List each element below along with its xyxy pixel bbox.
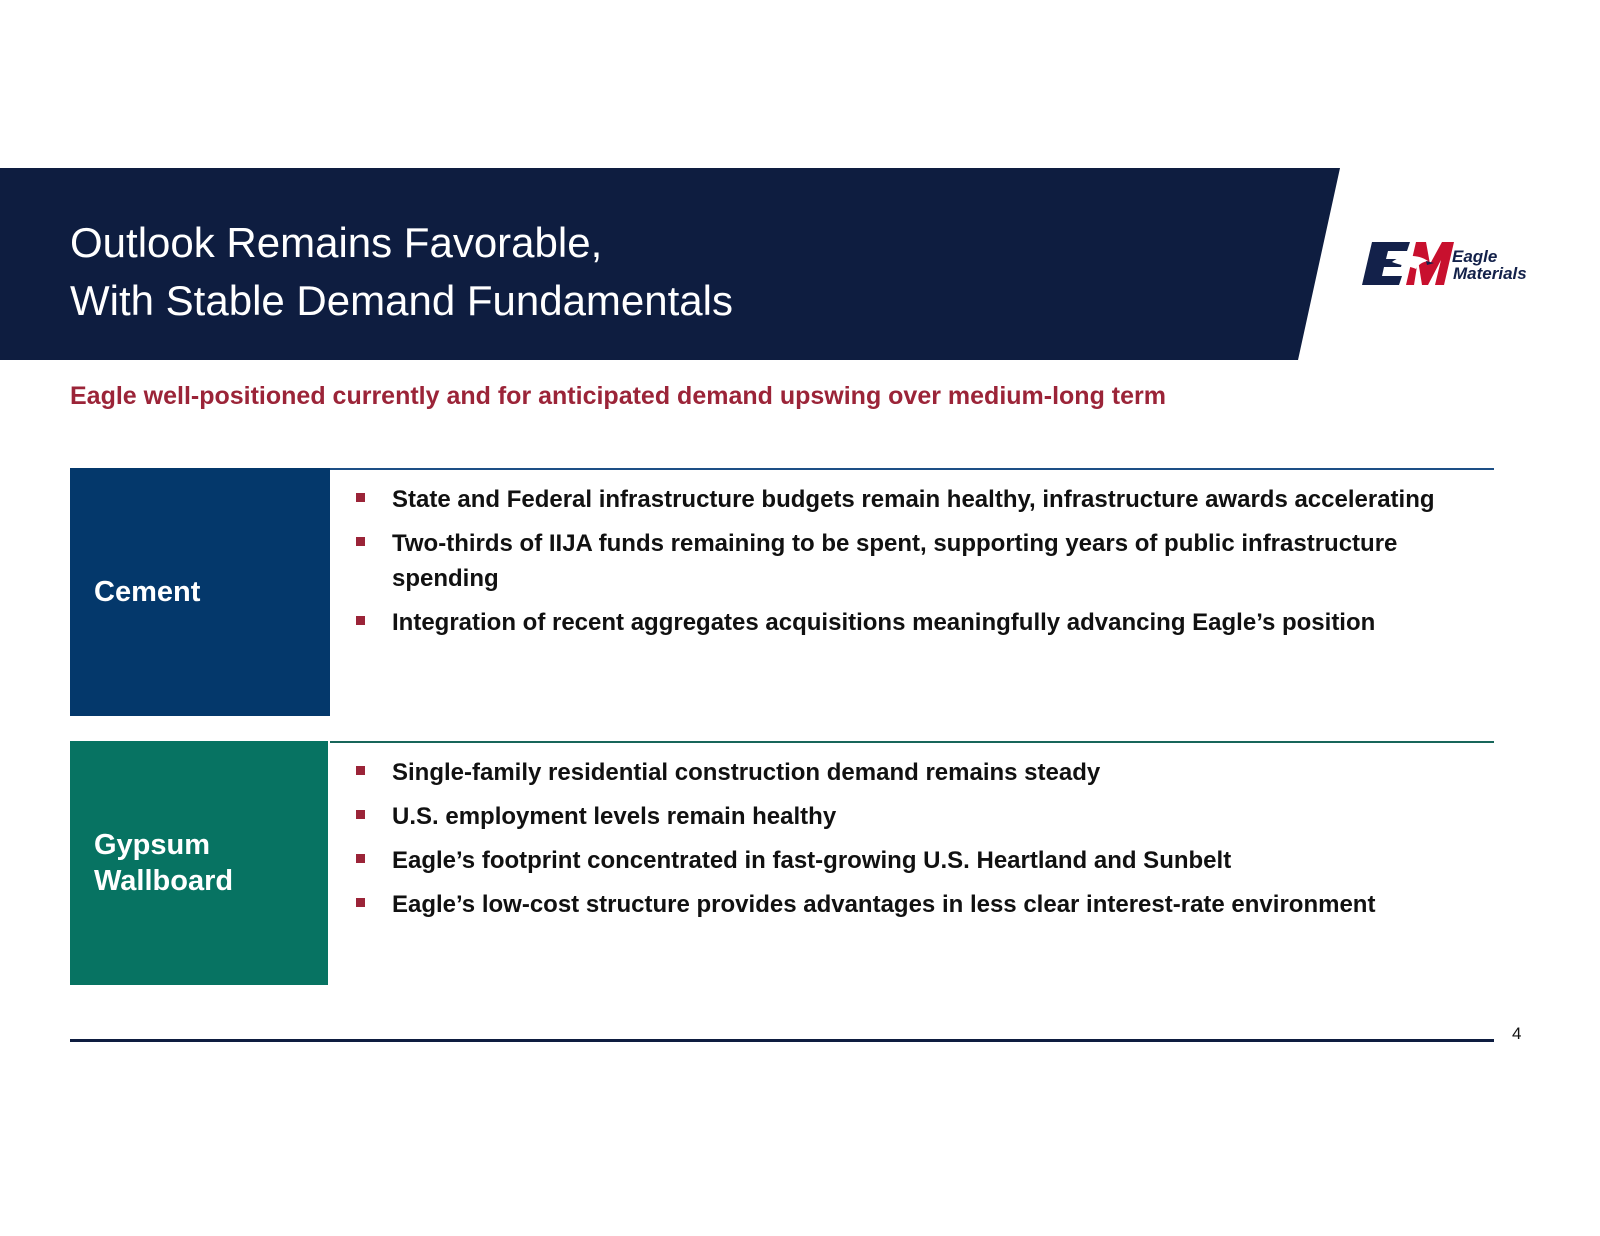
subtitle: Eagle well-positioned currently and for anticipated demand upswing over medium-long term bbox=[70, 382, 1166, 410]
list-item bbox=[356, 755, 1484, 790]
page-title bbox=[70, 214, 733, 330]
list-item bbox=[356, 799, 1484, 834]
logo-name-line-2: Materials bbox=[1453, 264, 1527, 283]
eagle-materials-logo bbox=[1362, 240, 1562, 290]
list-item bbox=[356, 843, 1484, 878]
gypsum-top-rule bbox=[330, 741, 1494, 743]
header-banner bbox=[0, 168, 1600, 360]
bullet-text: Eagle’s low-cost structure provides advantages in less clear interest-rate environment bbox=[392, 891, 1376, 918]
list-item bbox=[356, 887, 1484, 922]
cement-label-box bbox=[70, 468, 330, 716]
em-logo-mark-icon bbox=[1362, 240, 1454, 288]
logo-wordmark bbox=[1452, 248, 1527, 282]
bullet-square-icon bbox=[356, 493, 365, 502]
gypsum-label bbox=[94, 827, 233, 899]
bullet-text: State and Federal infrastructure budgets remain healthy, infrastructure awards accelerating bbox=[392, 486, 1435, 513]
list-item bbox=[356, 482, 1484, 517]
bullet-square-icon bbox=[356, 537, 365, 546]
bullet-text: U.S. employment levels remain healthy bbox=[392, 803, 837, 830]
page-title-line-2: With Stable Demand Fundamentals bbox=[70, 277, 733, 324]
cement-bullet-list bbox=[356, 482, 1484, 649]
cement-top-rule bbox=[330, 468, 1494, 470]
list-item bbox=[356, 605, 1484, 640]
page-title-line-1: Outlook Remains Favorable, bbox=[70, 219, 603, 266]
cement-label: Cement bbox=[94, 576, 201, 608]
bullet-square-icon bbox=[356, 898, 365, 907]
bullet-text: Integration of recent aggregates acquisitions meaningfully advancing Eagle’s position bbox=[392, 609, 1376, 636]
gypsum-label-line-1: Gypsum bbox=[94, 829, 211, 861]
gypsum-bullet-list bbox=[356, 755, 1484, 931]
gypsum-label-line-2: Wallboard bbox=[94, 865, 234, 897]
bullet-square-icon bbox=[356, 616, 365, 625]
bullet-text: Eagle’s footprint concentrated in fast-growing U.S. Heartland and Sunbelt bbox=[392, 847, 1232, 874]
gypsum-label-box bbox=[70, 741, 328, 985]
gypsum-wallboard-section bbox=[70, 741, 1494, 985]
list-item bbox=[356, 526, 1484, 596]
logo-name-line-1: Eagle bbox=[1452, 247, 1498, 266]
bullet-square-icon bbox=[356, 766, 365, 775]
bullet-square-icon bbox=[356, 810, 365, 819]
bullet-text: Single-family residential construction demand remains steady bbox=[392, 759, 1101, 786]
bullet-text: Two-thirds of IIJA funds remaining to be spent, supporting years of public infrastructure spending bbox=[392, 530, 1398, 592]
cement-section bbox=[70, 468, 1494, 716]
footer-rule bbox=[70, 1039, 1494, 1042]
page-number: 4 bbox=[1512, 1024, 1522, 1043]
bullet-square-icon bbox=[356, 854, 365, 863]
